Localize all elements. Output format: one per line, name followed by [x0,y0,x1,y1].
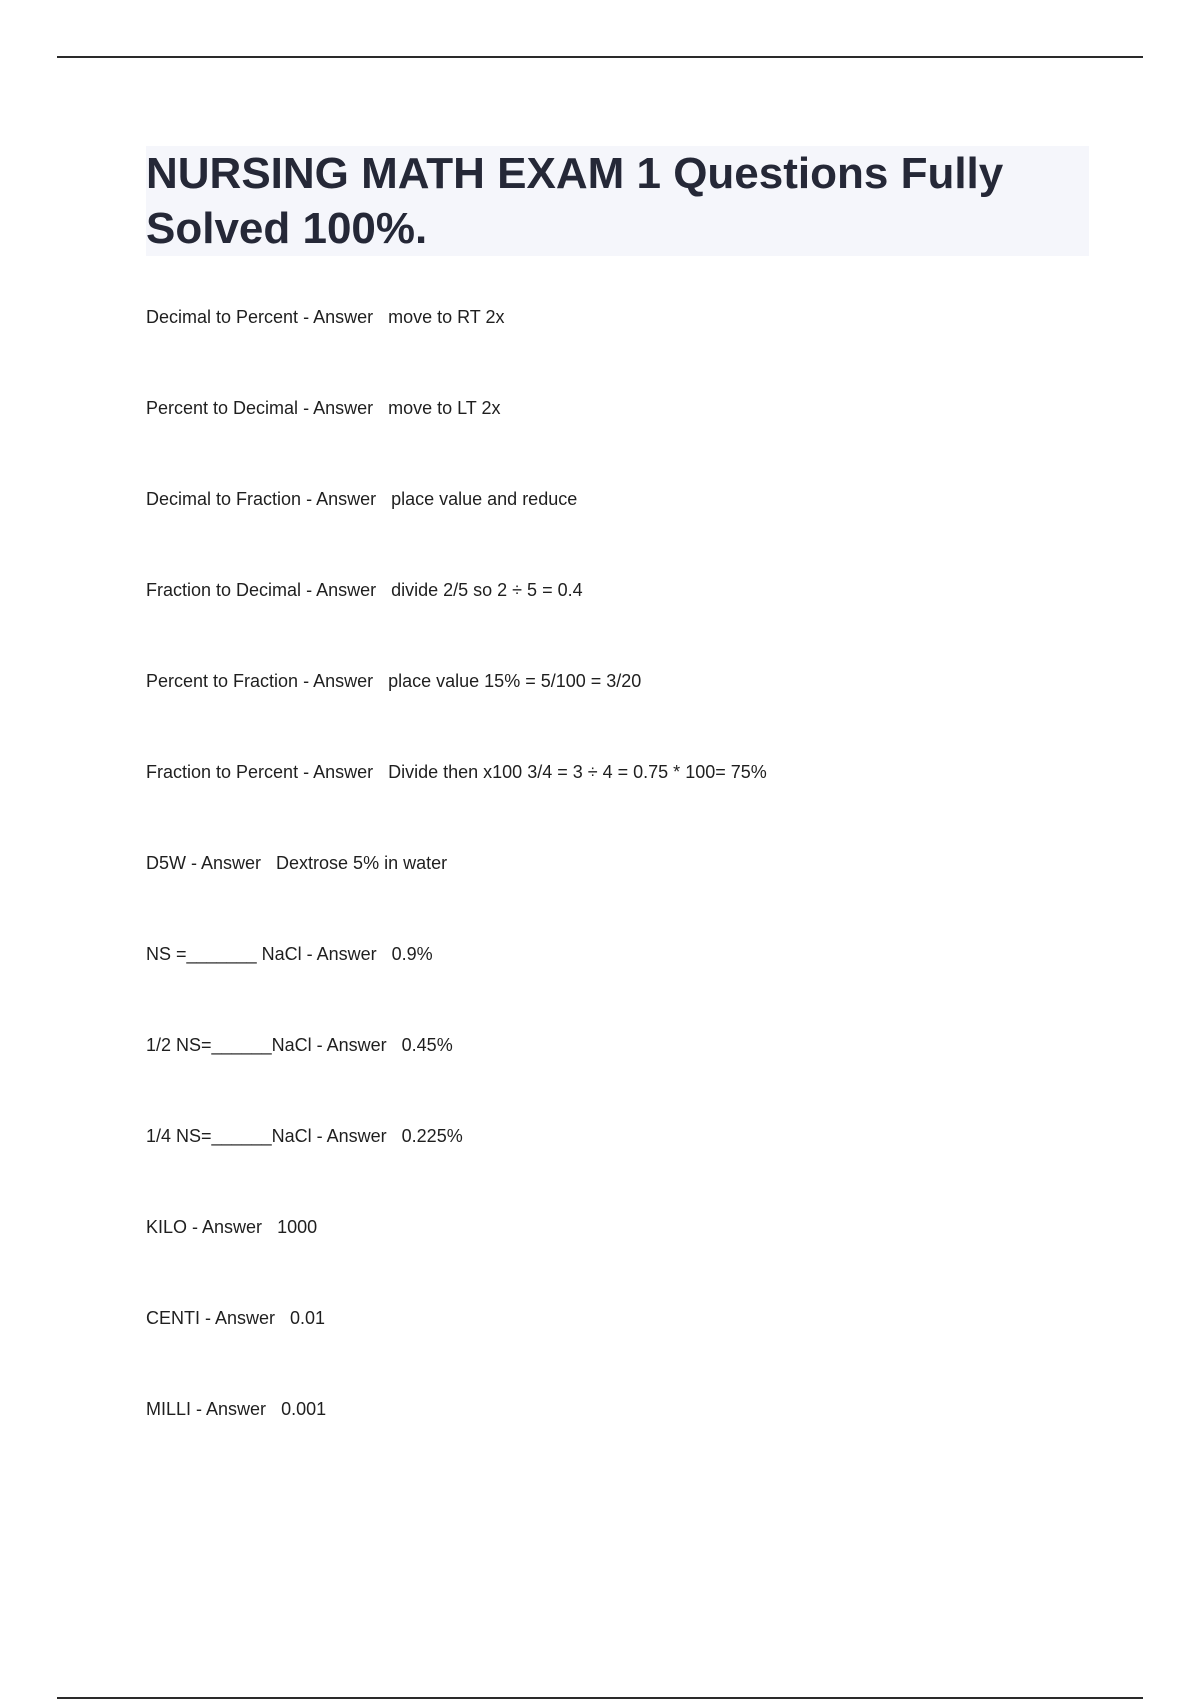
qa-item [146,482,1096,573]
answer-text: 0.45% [401,1035,453,1055]
question-text: Fraction to Percent [146,762,299,782]
question-text: CENTI [146,1308,200,1328]
answer-text: place value and reduce [391,489,578,509]
question-text: 1/4 NS=______NaCl [146,1126,312,1146]
answer-separator: - Answer [298,307,389,327]
answer-separator: - Answer [301,580,392,600]
question-text: Decimal to Percent [146,307,299,327]
answer-text: 0.9% [391,944,433,964]
question-text: Fraction to Decimal [146,580,302,600]
answer-separator: - Answer [301,944,392,964]
question-text: KILO [146,1217,188,1237]
answer-separator: - Answer [298,398,389,418]
qa-item [146,1028,1096,1119]
qa-list [146,300,1096,1483]
qa-item [146,1301,1096,1392]
answer-separator: - Answer [200,1308,291,1328]
qa-item [146,391,1096,482]
qa-item [146,937,1096,1028]
answer-separator: - Answer [311,1126,402,1146]
answer-separator: - Answer [301,489,392,509]
answer-text: 0.001 [281,1399,327,1419]
question-text: MILLI [146,1399,192,1419]
answer-text: place value 15% = 5/100 = 3/20 [388,671,642,691]
document-title: NURSING MATH EXAM 1 Questions Fully Solved 100%. [146,149,1004,253]
answer-separator: - Answer [311,1035,402,1055]
answer-text: 0.01 [290,1308,326,1328]
answer-separator: - Answer [298,671,389,691]
qa-item [146,1119,1096,1210]
question-text: Decimal to Fraction [146,489,302,509]
qa-item [146,1392,1096,1483]
answer-separator: - Answer [191,1399,282,1419]
qa-item [146,1210,1096,1301]
answer-separator: - Answer [298,762,389,782]
question-text: Percent to Fraction [146,671,299,691]
answer-separator: - Answer [186,853,277,873]
qa-item [146,755,1096,846]
answer-text: Divide then x100 3/4 = 3 ÷ 4 = 0.75 * 100= 75% [388,762,767,782]
answer-text: 0.225% [401,1126,463,1146]
qa-item [146,846,1096,937]
bottom-rule [57,1697,1143,1699]
qa-item [146,573,1096,664]
qa-item [146,664,1096,755]
title-block [146,146,1089,256]
answer-text: move to LT 2x [388,398,501,418]
top-rule [57,56,1143,58]
question-text: NS =_______ NaCl [146,944,302,964]
qa-item [146,300,1096,391]
question-text: Percent to Decimal [146,398,299,418]
answer-separator: - Answer [187,1217,278,1237]
answer-text: move to RT 2x [388,307,505,327]
answer-text: Dextrose 5% in water [276,853,448,873]
question-text: D5W [146,853,186,873]
answer-text: divide 2/5 so 2 ÷ 5 = 0.4 [391,580,583,600]
question-text: 1/2 NS=______NaCl [146,1035,312,1055]
answer-text: 1000 [277,1217,318,1237]
